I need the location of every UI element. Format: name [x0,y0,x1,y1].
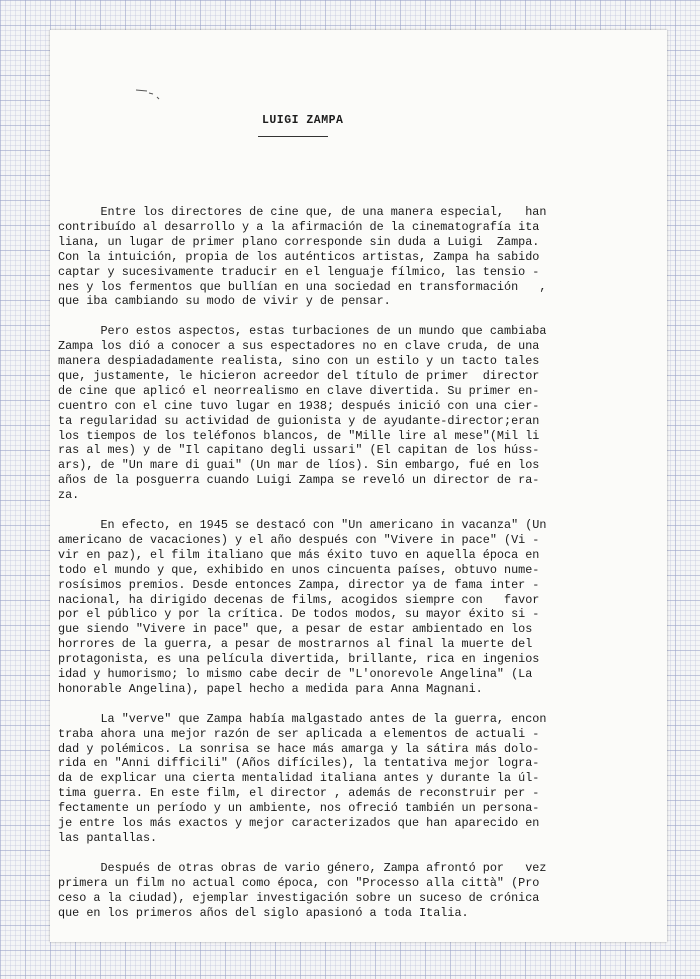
paragraph [58,861,578,921]
text-line: ras al mes) y de "Il capitano degli ussari" (El capitan de los húss- [58,443,540,458]
text-line: fectamente un período y un ambiente, nos ofreció también un persona- [58,801,540,816]
text-line: Zampa los dió a conocer a sus espectadores no en clave cruda, de una [58,339,540,354]
text-line: cuentro con el cine tuvo lugar en 1938; después inició con una cier- [58,398,540,413]
document-body [58,205,578,935]
text-line: contribuído al desarrollo y a la afirmación de la cinematografía ita [58,219,540,234]
text-line: gue siendo "Vivere in pace" que, a pesar de estar ambientado en los [58,622,533,637]
text-line: liana, un lugar de primer plano corresponde sin duda a Luigi Zampa. [58,234,540,249]
title-underline [258,136,328,137]
text-line: za. [58,488,80,503]
text-line: captar y sucesivamente traducir en el lenguaje fílmico, las tensio - [58,264,540,279]
paragraph [58,712,578,846]
text-line: americano de vacaciones) y el año después con "Vivere in pace" (Vi - [58,532,540,547]
text-line: da de explicar una cierta mentalidad italiana antes y durante la úl- [58,771,540,786]
text-line: nes y los fermentos que bullían en una sociedad en transformación , [58,279,547,294]
text-line: de cine que aplicó el neorrealismo en clave divertida. Su primer en- [58,383,540,398]
paragraph [58,205,578,309]
text-line: tima guerra. En este film, el director , además de reconstruir per - [58,786,540,801]
text-line: rosísimos premios. Desde entonces Zampa, director ya de fama inter - [58,577,540,592]
text-line: años de la posguerra cuando Luigi Zampa se reveló un director de ra- [58,473,540,488]
text-line: que iba cambiando su modo de vivir y de pensar. [58,294,391,309]
text-line: nacional, ha dirigido decenas de films, acogidos siempre con favor [58,592,540,607]
text-line: honorable Angelina), papel hecho a medida para Anna Magnani. [58,681,483,696]
pencil-mark [135,88,165,100]
text-line: ta regularidad su actividad de guionista y de ayudante-director;eran [58,413,540,428]
text-line: La "verve" que Zampa había malgastado antes de la guerra, encon [58,711,547,726]
text-line: dad y polémicos. La sonrisa se hace más amarga y la sátira más dolo- [58,741,540,756]
page-title: LUIGI ZAMPA [262,114,344,127]
text-line: los tiempos de los teléfonos blancos, de "Mille lire al mese"(Mil li [58,428,540,443]
text-line: que en los primeros años del siglo apasionó a toda Italia. [58,905,469,920]
text-line: primera un film no actual como época, con "Processo alla città" (Pro [58,875,540,890]
text-line: ceso a la ciudad), ejemplar investigación sobre un suceso de crónica [58,890,540,905]
text-line: traba ahora una mejor razón de ser aplicada a elementos de actuali - [58,726,540,741]
text-line: idad y humorismo; lo mismo cabe decir de "L'onorevole Angelina" (La [58,667,533,682]
text-line: manera despiadadamente realista, sino con un estilo y un tacto tales [58,354,540,369]
text-line: que, justamente, le hicieron acreedor del título de primer director [58,368,540,383]
text-line: las pantallas. [58,831,158,846]
text-line: je entre los más exactos y mejor caracterizados que han aparecido en [58,816,540,831]
paragraph [58,518,578,697]
text-line: Pero estos aspectos, estas turbaciones de un mundo que cambiaba [58,324,547,339]
text-line: por el público y por la crítica. De todos modos, su mayor éxito si - [58,607,540,622]
text-line: horrores de la guerra, a pesar de mostrarnos al final la muerte del [58,637,533,652]
text-line: Entre los directores de cine que, de una manera especial, han [58,205,547,219]
text-line: Después de otras obras de vario género, Zampa afrontó por vez [58,860,547,875]
text-line: protagonista, es una película divertida, brillante, rica en ingenios [58,652,540,667]
paragraph [58,324,578,503]
text-line: ars), de "Un mare di guai" (Un mar de líos). Sin embargo, fué en los [58,458,540,473]
text-line: En efecto, en 1945 se destacó con "Un americano in vacanza" (Un [58,518,547,532]
text-line: todo el mundo y que, exhibido en unos cincuenta países, obtuvo nume- [58,562,540,577]
text-line: Con la intuición, propia de los auténticos artistas, Zampa ha sabido [58,249,540,264]
text-line: rida en "Anni difficili" (Años difíciles), la tentativa mejor logra- [58,756,540,771]
text-line: vir en paz), el film italiano que más éxito tuvo en aquella época en [58,547,540,562]
